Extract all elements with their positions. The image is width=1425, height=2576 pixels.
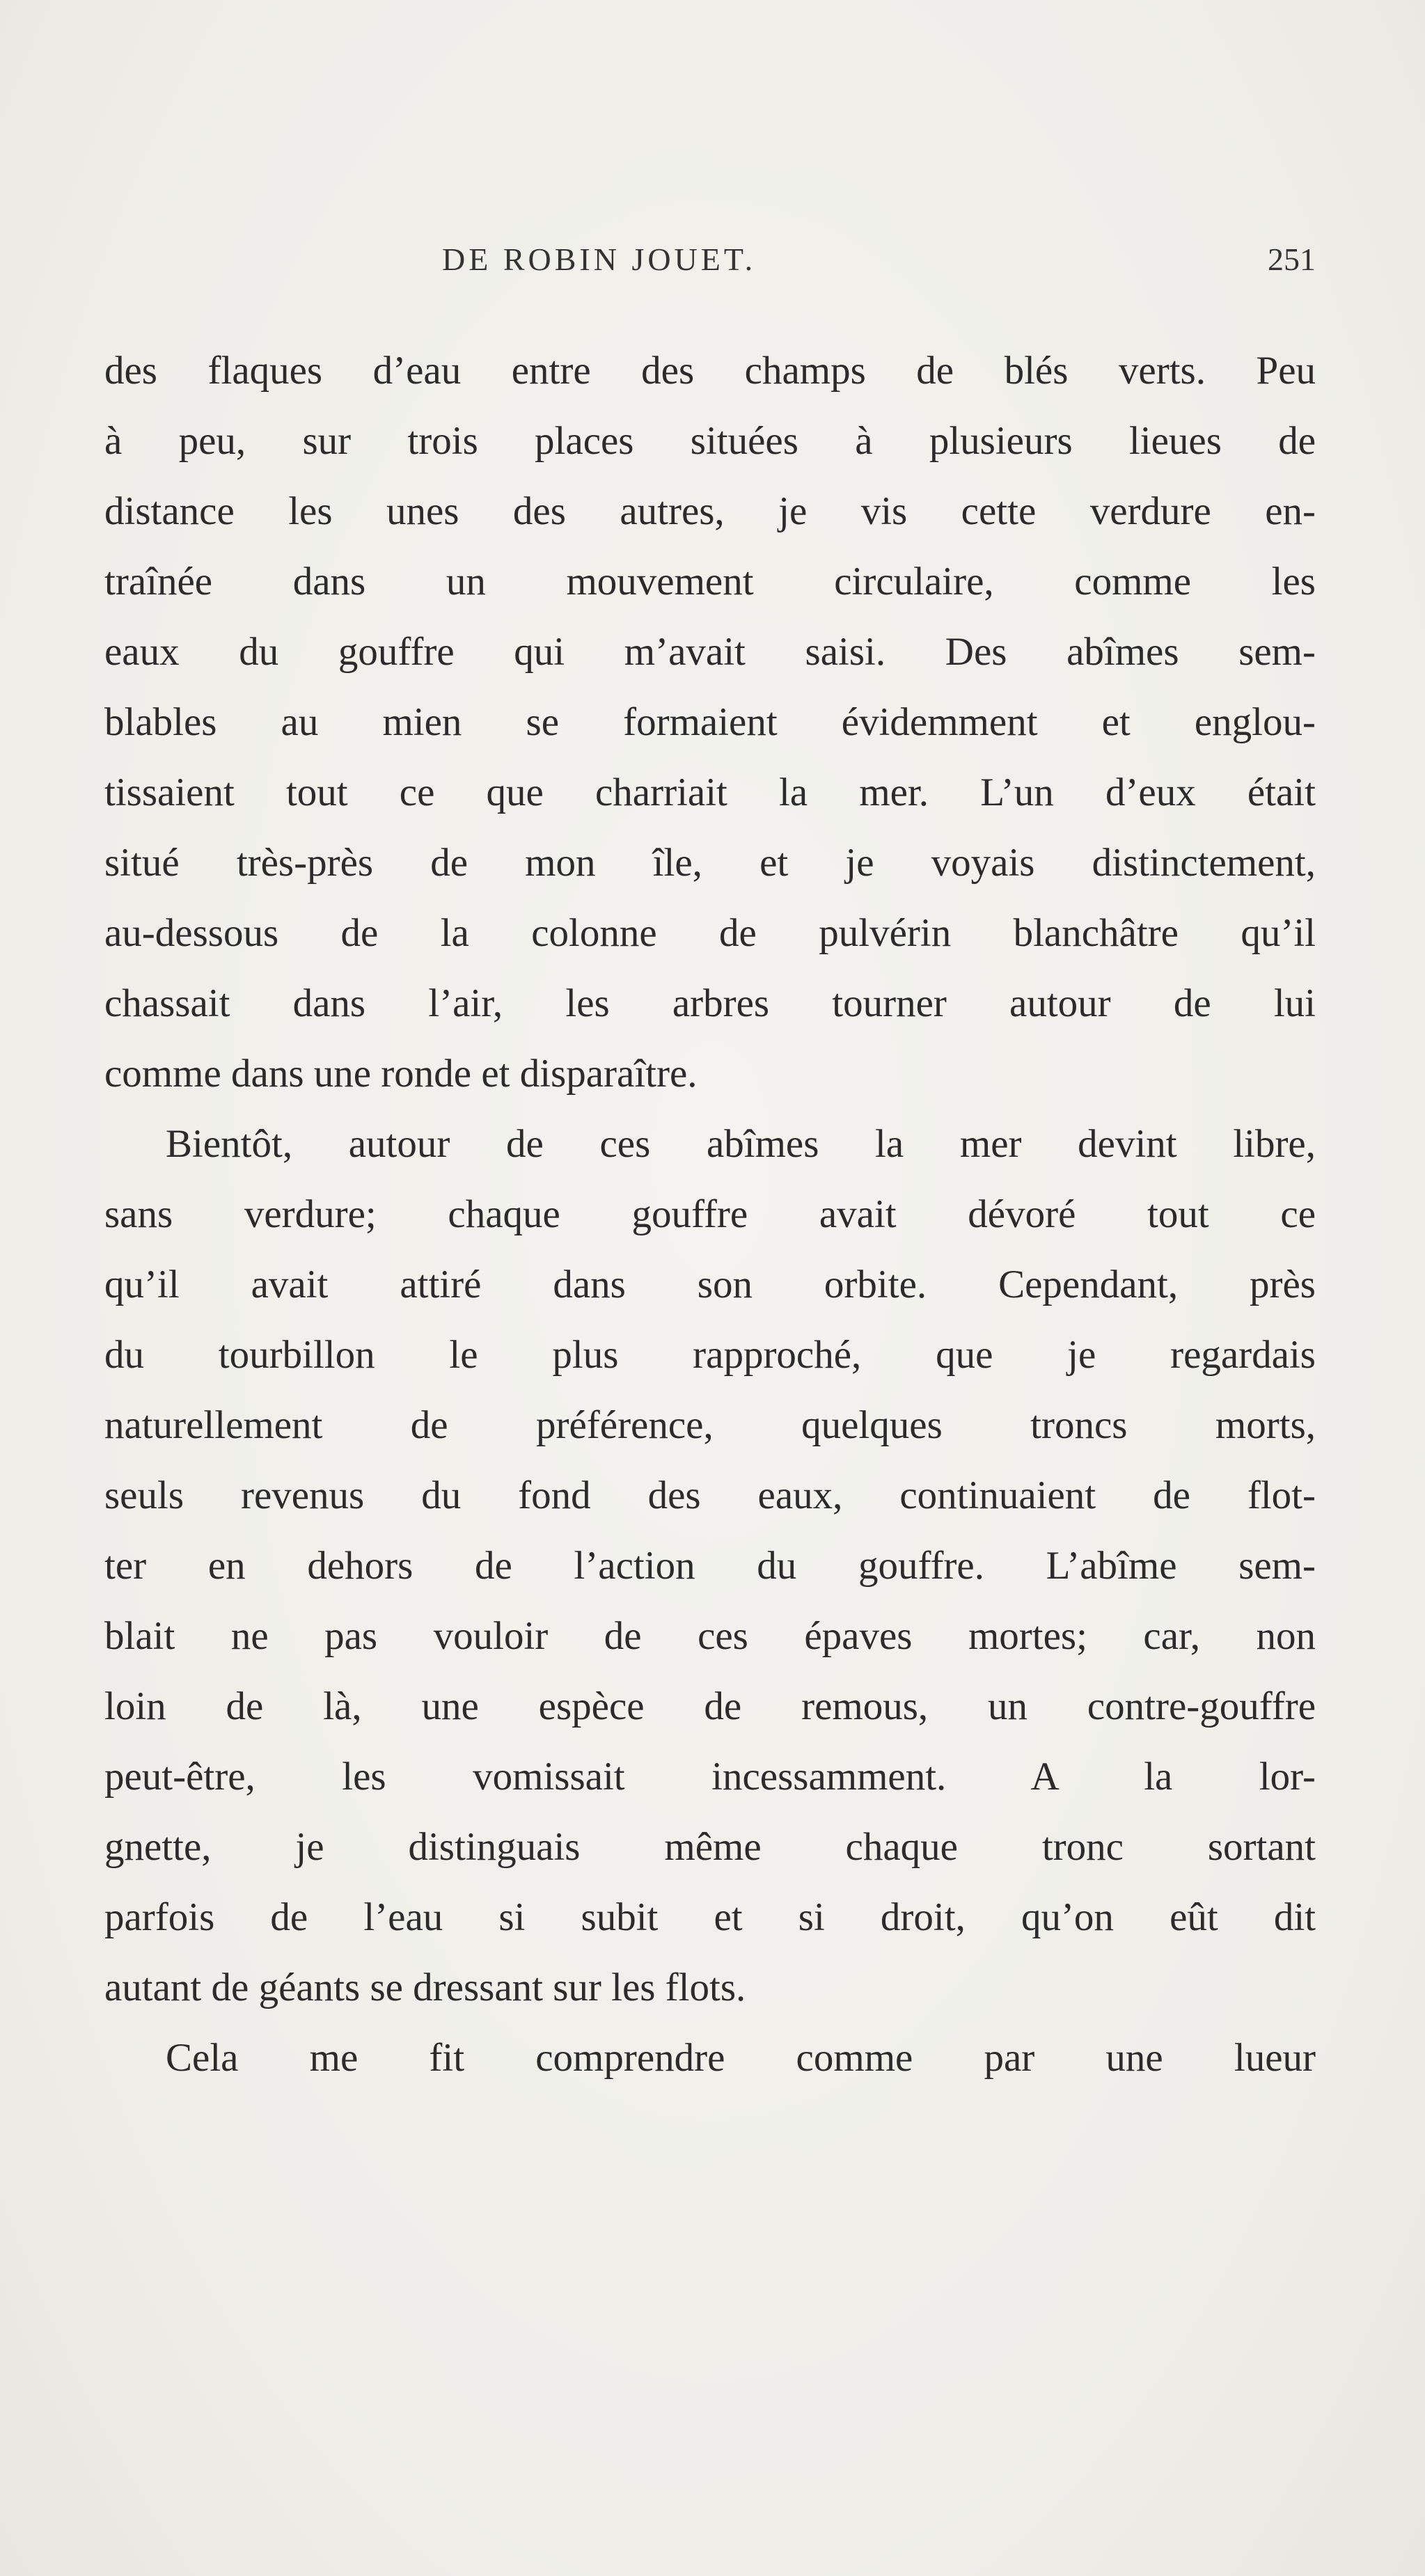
text-line: chassait dans l’air, les arbres tourner autour de lui: [104, 981, 1316, 1025]
running-title: DE ROBIN JOUET.: [442, 242, 757, 277]
text-line: comme dans une ronde et disparaître.: [104, 1052, 698, 1096]
text-line: peut-être, les vomissait incessamment. A la lor-: [104, 1755, 1316, 1799]
text-line: loin de là, une espèce de remous, un contre-gouffre: [104, 1684, 1316, 1728]
text-line: traînée dans un mouvement circulaire, comme les: [104, 560, 1316, 603]
text-line: blait ne pas vouloir de ces épaves mortes; car, non: [104, 1614, 1316, 1658]
text-line: au-dessous de la colonne de pulvérin blanchâtre qu’il: [104, 911, 1316, 955]
text-line: à peu, sur trois places situées à plusieurs lieues de: [104, 419, 1316, 463]
text-line: seuls revenus du fond des eaux, continuaient de flot-: [104, 1473, 1316, 1517]
page-number: 251: [1268, 242, 1316, 277]
page-header: [104, 241, 1316, 283]
text-line: du tourbillon le plus rapproché, que je regardais: [104, 1333, 1316, 1377]
text-line: situé très-près de mon île, et je voyais distinctement,: [104, 841, 1316, 885]
text-line: ter en dehors de l’action du gouffre. L’abîme sem-: [104, 1544, 1316, 1588]
text-line: sans verdure; chaque gouffre avait dévoré tout ce: [104, 1192, 1316, 1236]
text-line: gnette, je distinguais même chaque tronc sortant: [104, 1825, 1316, 1869]
text-line: eaux du gouffre qui m’avait saisi. Des abîmes sem-: [104, 630, 1316, 674]
text-line: des flaques d’eau entre des champs de blés verts. Peu: [104, 349, 1316, 393]
text-line: parfois de l’eau si subit et si droit, qu’on eût dit: [104, 1895, 1316, 1939]
text-line: qu’il avait attiré dans son orbite. Cependant, près: [104, 1263, 1316, 1306]
body-text: [104, 335, 1316, 2093]
text-line: blables au mien se formaient évidemment et englou-: [104, 700, 1316, 744]
text-line: naturellement de préférence, quelques troncs morts,: [104, 1403, 1316, 1447]
text-line: autant de géants se dressant sur les flots.: [104, 1966, 746, 2009]
text-line: distance les unes des autres, je vis cette verdure en-: [104, 489, 1316, 533]
text-line: Bientôt, autour de ces abîmes la mer devint libre,: [166, 1122, 1316, 1166]
text-line: tissaient tout ce que charriait la mer. L’un d’eux était: [104, 771, 1316, 814]
text-line: Cela me fit comprendre comme par une lueur: [166, 2036, 1316, 2080]
